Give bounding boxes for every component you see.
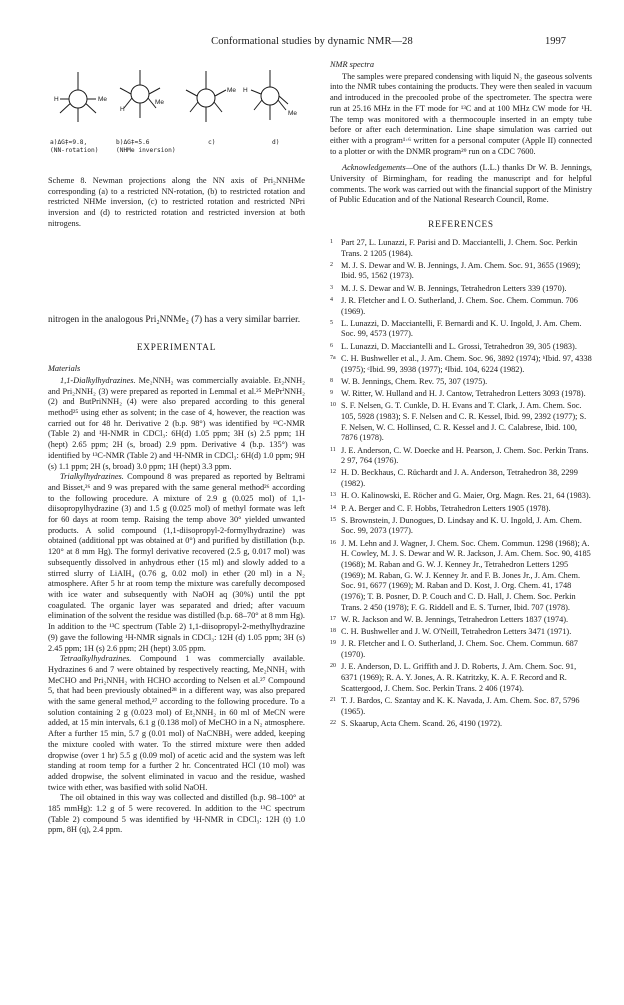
materials-heading: Materials: [48, 364, 81, 374]
reference-number: 7a: [330, 354, 336, 361]
reference-item: [330, 283, 592, 295]
atom-label-h: H: [120, 106, 125, 113]
reference-text: J. R. Fletcher and I. O. Sutherland, J. Chem. Soc. Chem. Commun. 687 (1970).: [341, 639, 578, 660]
reference-text: S. F. Nelsen, G. T. Cunkle, D. H. Evans and T. Clark, J. Am. Chem. Soc. 105, 5928 (1983); S. F. Nelsen and C. R. Kessel, Ibid. 99, 2392 (1977); S. F. Nelsen, W. C. Hollinsed, C. R. Kessel and J. C. Calabrese, Ibid. 100, 7876 (1978).: [341, 401, 587, 443]
tetraalkyl-paragraph: [48, 654, 305, 793]
reference-item: [330, 614, 592, 626]
reference-text: L. Lunazzi, D. Macciantelli and L. Grossi, Tetrahedron 39, 305 (1983).: [341, 341, 577, 351]
panel-b-energy: b)ΔG‡≈5.6: [116, 139, 150, 146]
reference-number: 22: [330, 719, 336, 726]
newman-projection-d: [251, 70, 288, 120]
running-title: Conformational studies by dynamic NMR—28: [211, 36, 413, 47]
reference-item: [330, 638, 592, 660]
newman-projection-c: [186, 71, 226, 122]
reference-text: L. Lunazzi, D. Macciantelli, F. Bernardi and K. U. Ingold, J. Am. Chem. Soc. 99, 4573 (1977).: [341, 318, 582, 339]
reference-item: [330, 400, 592, 444]
reference-text: J. M. Lehn and J. Wagner, J. Chem. Soc. Chem. Commun. 1298 (1968); A. H. Cowley, M. J. S. Dewar and W. R. Jackson, J. Am. Chem. Soc. 90, 4185 (1968); M. Raban and G. W. J. Kenney Jr., Tetrahedron Letters 1295 (1969); M. Raban, G. W. J. Kenney Jr. and F. B. Jones Jr., J. Am. Chem. Soc. 91, 6677 (1969); M. Raban and D. Kost, J. Org. Chem. 41, 1748 (1976); T. B. Posner, D. P. Couch and C. D. Hall, J. Chem. Soc. Perkin Trans. 2 450 (1978); F. G. Riddell and E. S. Turner, Ibid. 707 (1978).: [341, 538, 591, 612]
reference-text: H. D. Beckhaus, C. Rüchardt and J. A. Anderson, Tetrahedron 38, 2299 (1982).: [341, 468, 578, 489]
reference-item: [330, 295, 592, 317]
left-intro-paragraph: nitrogen in the analogous Pri₂NNMe₂ (7) has a very similar barrier.: [48, 314, 301, 325]
trialkyl-heading: Trialkylhydrazines.: [60, 472, 124, 482]
atom-label-h: H: [54, 96, 59, 103]
atom-label-me: Me: [227, 87, 237, 94]
reference-text: S. Brownstein, J. Dunogues, D. Lindsay and K. U. Ingold, J. Am. Chem. Soc. 99, 2073 (1977).: [341, 515, 582, 536]
reference-text: J. R. Fletcher and I. O. Sutherland, J. Chem. Soc. Chem. Commun. 706 (1969).: [341, 295, 578, 316]
reference-number: 11: [330, 446, 336, 453]
reference-number: 9: [330, 389, 333, 396]
reference-item: [330, 388, 592, 400]
reference-item: [330, 626, 592, 638]
reference-number: 18: [330, 628, 336, 635]
reference-item: [330, 445, 592, 467]
reference-number: 1: [330, 238, 333, 245]
reference-number: 14: [330, 504, 336, 511]
reference-text: Part 27, L. Lunazzi, F. Parisi and D. Macciantelli, J. Chem. Soc. Perkin Trans. 2 1205 (1984).: [341, 237, 578, 258]
nmr-heading: NMR spectra: [330, 60, 375, 69]
newman-projection-a: [60, 72, 96, 122]
reference-item: [330, 237, 592, 259]
reference-item: [330, 695, 592, 717]
reference-text: W. Ritter, W. Hulland and H. J. Cantow, Tetrahedron Letters 3093 (1978).: [341, 388, 586, 398]
reference-text: C. H. Bushweller et al., J. Am. Chem. Soc. 96, 3892 (1974); ᵇIbid. 97, 4338 (1975); ᶜIbid. 99, 3938 (1977); ᵈIbid. 104, 6224 (1982).: [341, 353, 592, 374]
tetraalkyl-text: Compound 1 was commercially available. Hydrazines 6 and 7 were obtained by respectively reacting, Me₂NNH₂ with MeCHO and Pri₂NNH₂ with HCHO according to Nelsen et al.²⁷ Compound 5, that had been previously obtained²⁸ in a different way, was also prepared with the same general method,²⁷ according to the following procedure. To a solution containing 2 g (0.023 mol) of Et₂NNH₂ in 60 ml of MeCN were added, at 15 min intervals, 6.1 g (0.138 mol) of MeCHO in a N₂ atmosphere. After a further 15 min, 5.7 g (0.01 mol) of NaCNBH₃ were added, keeping the mixture cooled with water. To the stirred mixture were then added dropwise (over 1 hr) 5.5 g (0.09 mol) of acetic acid and the system was left standing at room temp for a further 2 hr. Concentrated HCl (10 mol) was added dropwise, the solvent eliminated in vacuo and the residue, washed twice with ether, was basified with solid NaOH.: [48, 654, 306, 792]
references-heading: REFERENCES: [428, 219, 494, 230]
acknowledgements-label: Acknowledgements—: [342, 163, 413, 173]
panel-c-label: c): [208, 139, 216, 146]
reference-number: 3: [330, 284, 333, 291]
reference-item: [330, 503, 592, 515]
panel-b-process: (NHMe inversion): [116, 147, 176, 154]
reference-number: 19: [330, 640, 336, 647]
reference-item: [330, 318, 592, 340]
figure-panel-labels: [48, 139, 305, 165]
newman-projections-figure: [48, 58, 305, 176]
reference-number: 4: [330, 296, 333, 303]
reference-text: W. R. Jackson and W. B. Jennings, Tetrahedron Letters 1837 (1974).: [341, 615, 569, 625]
panel-label-d: [272, 139, 279, 147]
reference-number: 15: [330, 516, 336, 523]
left-column: [48, 58, 305, 836]
reference-item: [330, 718, 592, 730]
reference-text: H. O. Kalinowski, E. Röcher and G. Maier, Org. Magn. Res. 21, 64 (1983).: [341, 491, 591, 501]
reference-number: 6: [330, 342, 333, 349]
reference-text: M. J. S. Dewar and W. B. Jennings, J. Am. Chem. Soc. 91, 3655 (1969); Ibid. 95, 1562 (1973).: [341, 260, 581, 281]
reference-number: 21: [330, 696, 336, 703]
trialkyl-text: Compound 8 was prepared as reported by Beltrami and Bisset,²⁶ and 9 was prepared with the same general method²⁶ according to the following procedure. A mixture of 2.9 g (0.025 mol) of 1,1-diisopropylhydrazine (3) and 1.5 g (0.025 mol) of methyl formate was left for 60 days at room temp. Raising the temp above 30° yielded unwanted products. A solid compound (1,1-diisopropyl-2-formylhydrazine) was obtained (additional ppt was obtained at 0°) and purified by distillation (b.p. 120° at 8 mm Hg). The formyl derivative recovered (2.5 g, 0.017 mol) was subsequently dissolved in anhydrous ether (15 ml) and slowly added to a stirred slurry of LiAlH₄ (0.76 g, 0.02 mol) in ether (20 ml) in a N₂ atmosphere. After 5 hr at room temp the mixture was carefully decomposed with ice water and subsequently with NaOH aq (30%) until the ppt coagulated. The organic layer was separated and dried; after vacuum elimination of the solvent the residue was distilled (b.p. 68–70° at 8 mm Hg). In addition to the ¹³C spectrum (Table 2) 1,1-diisopropyl-2-methylhydrazine (9) gave the following ¹H-NMR signals in CDCl₃: 12H (d) 1.05 ppm; 3H (s) 2.45 ppm; 1H (s) 2.6 ppm; 2H (hept) 3.05 ppm.: [48, 472, 305, 653]
reference-number: 10: [330, 402, 336, 409]
reference-text: P. A. Berger and C. F. Hobbs, Tetrahedron Letters 1905 (1978).: [341, 503, 551, 513]
reference-number: 5: [330, 319, 333, 326]
reference-item: [330, 353, 592, 375]
newman-projection-b: [120, 70, 160, 118]
reference-item: [330, 376, 592, 388]
page-number: 1997: [545, 36, 566, 47]
atom-label-h: H: [243, 87, 248, 94]
reference-text: J. E. Anderson, D. L. Griffith and J. D. Roberts, J. Am. Chem. Soc. 91, 6371 (1969); R. A. Y. Jones, A. R. Katritzky, K. A. F. Record and R. Scattergood, J. Chem. Soc. Perkin Trans. 2 406 (1974).: [341, 662, 577, 693]
reference-item: [330, 490, 592, 502]
panel-label-b: [116, 139, 176, 155]
reference-number: 2: [330, 261, 333, 268]
nmr-paragraph: The samples were prepared condensing with liquid N₂ the gaseous solvents into the NMR tubes containing the products. They were then sealed in vacuum and introduced in the precooled probe of the spectrometer. The spectra were run at 25.16 MHz in the FT mode for ¹³C and at 100 MHz CW mode for ¹H. The temp was monitored with a thermocouple inserted in an empty tube before or after each determination. Line shape simulation was carried out either with a program¹·⁶ written for a personal computer (Apple II) connected to a plotter or with the DNMR program²⁹ run on a CDC 7600.: [330, 71, 592, 156]
reference-item: [330, 260, 592, 282]
reference-text: M. J. S. Dewar and W. B. Jennings, Tetrahedron Letters 339 (1970).: [341, 283, 567, 293]
reference-item: [330, 661, 592, 694]
reference-item: [330, 341, 592, 353]
reference-text: S. Skaarup, Acta Chem. Scand. 26, 4190 (1972).: [341, 718, 503, 728]
atom-label-me: Me: [288, 110, 298, 117]
reference-number: 17: [330, 616, 336, 623]
reference-number: 13: [330, 492, 336, 499]
reference-number: 20: [330, 663, 336, 670]
dialkyl-heading: 1,1-Dialkylhydrazines.: [60, 375, 136, 385]
reference-item: [330, 515, 592, 537]
trialkyl-paragraph: [48, 472, 305, 654]
references-list: [330, 237, 592, 730]
reference-number: 8: [330, 377, 333, 384]
reference-text: C. H. Bushweller and J. W. O'Neill, Tetrahedron Letters 3471 (1971).: [341, 627, 572, 637]
final-paragraph: The oil obtained in this way was collected and distilled (b.p. 98–100° at 185 mmHg): 1.2 g of 5 were recovered. In addition to the ¹³C spectrum (Table 2) compound 5 was identified by ¹H-NMR in CDCl₃: 12H (t) 1.0 ppm, 8H (q), 2.4 ppm.: [48, 793, 305, 835]
panel-a-energy: a)ΔG‡≈9.8,: [50, 139, 88, 146]
panel-label-a: [50, 139, 98, 155]
reference-text: T. J. Bardos, C. Szantay and K. K. Navada, J. Am. Chem. Soc. 87, 5796 (1965).: [341, 695, 580, 716]
tetraalkyl-heading: Tetraalkylhydrazines.: [60, 654, 132, 664]
reference-item: [330, 538, 592, 614]
reference-number: 12: [330, 469, 336, 476]
acknowledgements-paragraph: [330, 163, 592, 206]
reference-item: [330, 467, 592, 489]
newman-projections-drawing: [48, 58, 305, 138]
atom-label-me: Me: [155, 99, 165, 106]
atom-label-me: Me: [98, 96, 108, 103]
reference-text: W. B. Jennings, Chem. Rev. 75, 307 (1975).: [341, 376, 488, 386]
scheme-caption: Scheme 8. Newman projections along the NN axis of Pri₂NNHMe corresponding (a) to a restricted NN-rotation, (b) to restricted rotation and restricted NHMe inversion, (c) to restricted rotation and restricted NPri inversion and (d) to restricted rotation and restricted inversion at both nitrogens.: [48, 176, 305, 228]
acknowledgements-text: One of the authors (L.L.) thanks Dr W. B. Jennings, University of Birmingham, for reading the manuscript and for helpful comments. The work was carried out with the financial support of the Ministry of Public Education and of the National Research Council, Rome.: [330, 163, 592, 205]
panel-label-c: [208, 139, 215, 147]
panel-a-process: (NN-rotation): [50, 147, 99, 154]
experimental-heading: EXPERIMENTAL: [136, 341, 217, 352]
right-column: [330, 58, 592, 730]
panel-d-label: d): [272, 139, 280, 146]
reference-text: J. E. Anderson, C. W. Doecke and H. Pearson, J. Chem. Soc. Perkin Trans. 2 97, 764 (1976).: [341, 445, 589, 466]
dialkyl-text: Me₂NNH₂ was commercially avaiable. Et₂NNH₂ and Pri₂NNH₂ (3) were prepared as reported in Lemmal et al.²⁵ MePrⁱNNH₂ (2) and ButPriNNH₂ (4) were also prepared according to this general method²⁵ using ether as solvent; in the case of 4, however, the reaction was carried out for 48 hr. Derivative 2 (b.p. 98°) was identified by ¹³C-NMR (Table 2) and ¹H-NMR in CDCl₃: 6H(d) 1.05 ppm; 3H (s) 2.5 ppm; 1H (hept) 2.65 ppm; 2H (s, broad) 2.9 ppm. Derivative 4 (b.p. 135°) was identified by ¹³C-NMR (Table 2) and ¹H-NMR in CDCl₃: 6H(d) 1.0 ppm; 9H (s) 1.1 ppm; 2H (s, broad) 3.0 ppm; 1H (hept) 3.3 ppm.: [48, 375, 305, 471]
reference-number: 16: [330, 539, 336, 546]
dialkyl-paragraph: [48, 376, 305, 472]
